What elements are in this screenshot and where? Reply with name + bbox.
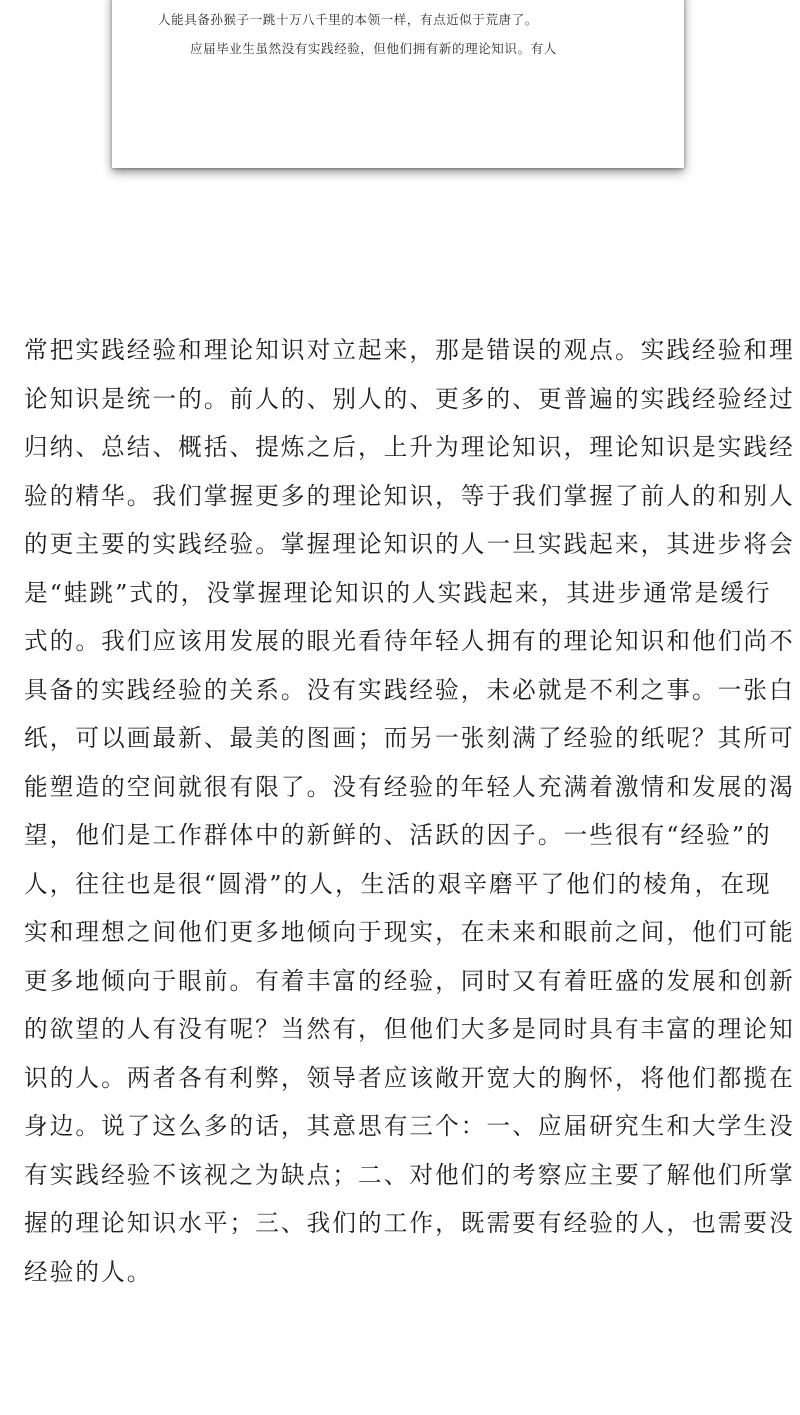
preview-text-line bbox=[158, 0, 638, 1]
essay-line: 握的理论知识水平；三、我们的工作，既需要有经验的人，也需要没 bbox=[24, 1209, 795, 1237]
essay-line: 望，他们是工作群体中的新鲜的、活跃的因子。一些很有“经验”的 bbox=[24, 821, 772, 849]
essay-line: 的欲望的人有没有呢？当然有，但他们大多是同时具有丰富的理论知 bbox=[24, 1015, 795, 1043]
essay-line: 身边。说了这么多的话，其意思有三个：一、应届研究生和大学生没 bbox=[24, 1112, 795, 1140]
preview-text-line: 应届毕业生虽然没有实践经验，但他们拥有新的理论知识。有人 bbox=[190, 41, 557, 56]
essay-line: 常把实践经验和理论知识对立起来，那是错误的观点。实践经验和理 bbox=[24, 336, 795, 364]
preview-text-line: 人能具备孙猴子一跳十万八千里的本领一样，有点近似于荒唐了。 bbox=[158, 12, 538, 27]
essay-line: 更多地倾向于眼前。有着丰富的经验，同时又有着旺盛的发展和创新 bbox=[24, 966, 795, 995]
essay-line: 归纳、总结、概括、提炼之后，上升为理论知识，理论知识是实践经 bbox=[24, 433, 795, 461]
essay-line: 有实践经验不该视之为缺点；二、对他们的考察应主要了解他们所掌 bbox=[24, 1160, 795, 1189]
essay-line: 实和理想之间他们更多地倾向于现实，在未来和眼前之间，他们可能 bbox=[24, 918, 795, 946]
essay-line: 纸，可以画最新、最美的图画；而另一张刻满了经验的纸呢？其所可 bbox=[24, 724, 795, 752]
document-preview-card bbox=[112, 0, 684, 168]
essay-line: 经验的人。 bbox=[24, 1257, 153, 1286]
essay-line: 论知识是统一的。前人的、别人的、更多的、更普遍的实践经验经过 bbox=[24, 384, 795, 413]
essay-body bbox=[24, 326, 795, 1296]
essay-line: 人，往往也是很“圆滑”的人，生活的艰辛磨平了他们的棱角，在现 bbox=[24, 869, 772, 898]
essay-line: 的更主要的实践经验。掌握理论知识的人一旦实践起来，其进步将会 bbox=[24, 530, 795, 558]
essay-line: 具备的实践经验的关系。没有实践经验，未必就是不利之事。一张白 bbox=[24, 675, 795, 704]
essay-line: 能塑造的空间就很有限了。没有经验的年轻人充满着激情和发展的渴 bbox=[24, 772, 795, 801]
essay-line: 式的。我们应该用发展的眼光看待年轻人拥有的理论知识和他们尚不 bbox=[24, 627, 795, 655]
essay-line: 验的精华。我们掌握更多的理论知识，等于我们掌握了前人的和别人 bbox=[24, 481, 795, 510]
essay-line: 识的人。两者各有利弊，领导者应该敞开宽大的胸怀，将他们都揽在 bbox=[24, 1063, 795, 1092]
essay-line: 是“蛙跳”式的，没掌握理论知识的人实践起来，其进步通常是缓行 bbox=[24, 578, 772, 607]
